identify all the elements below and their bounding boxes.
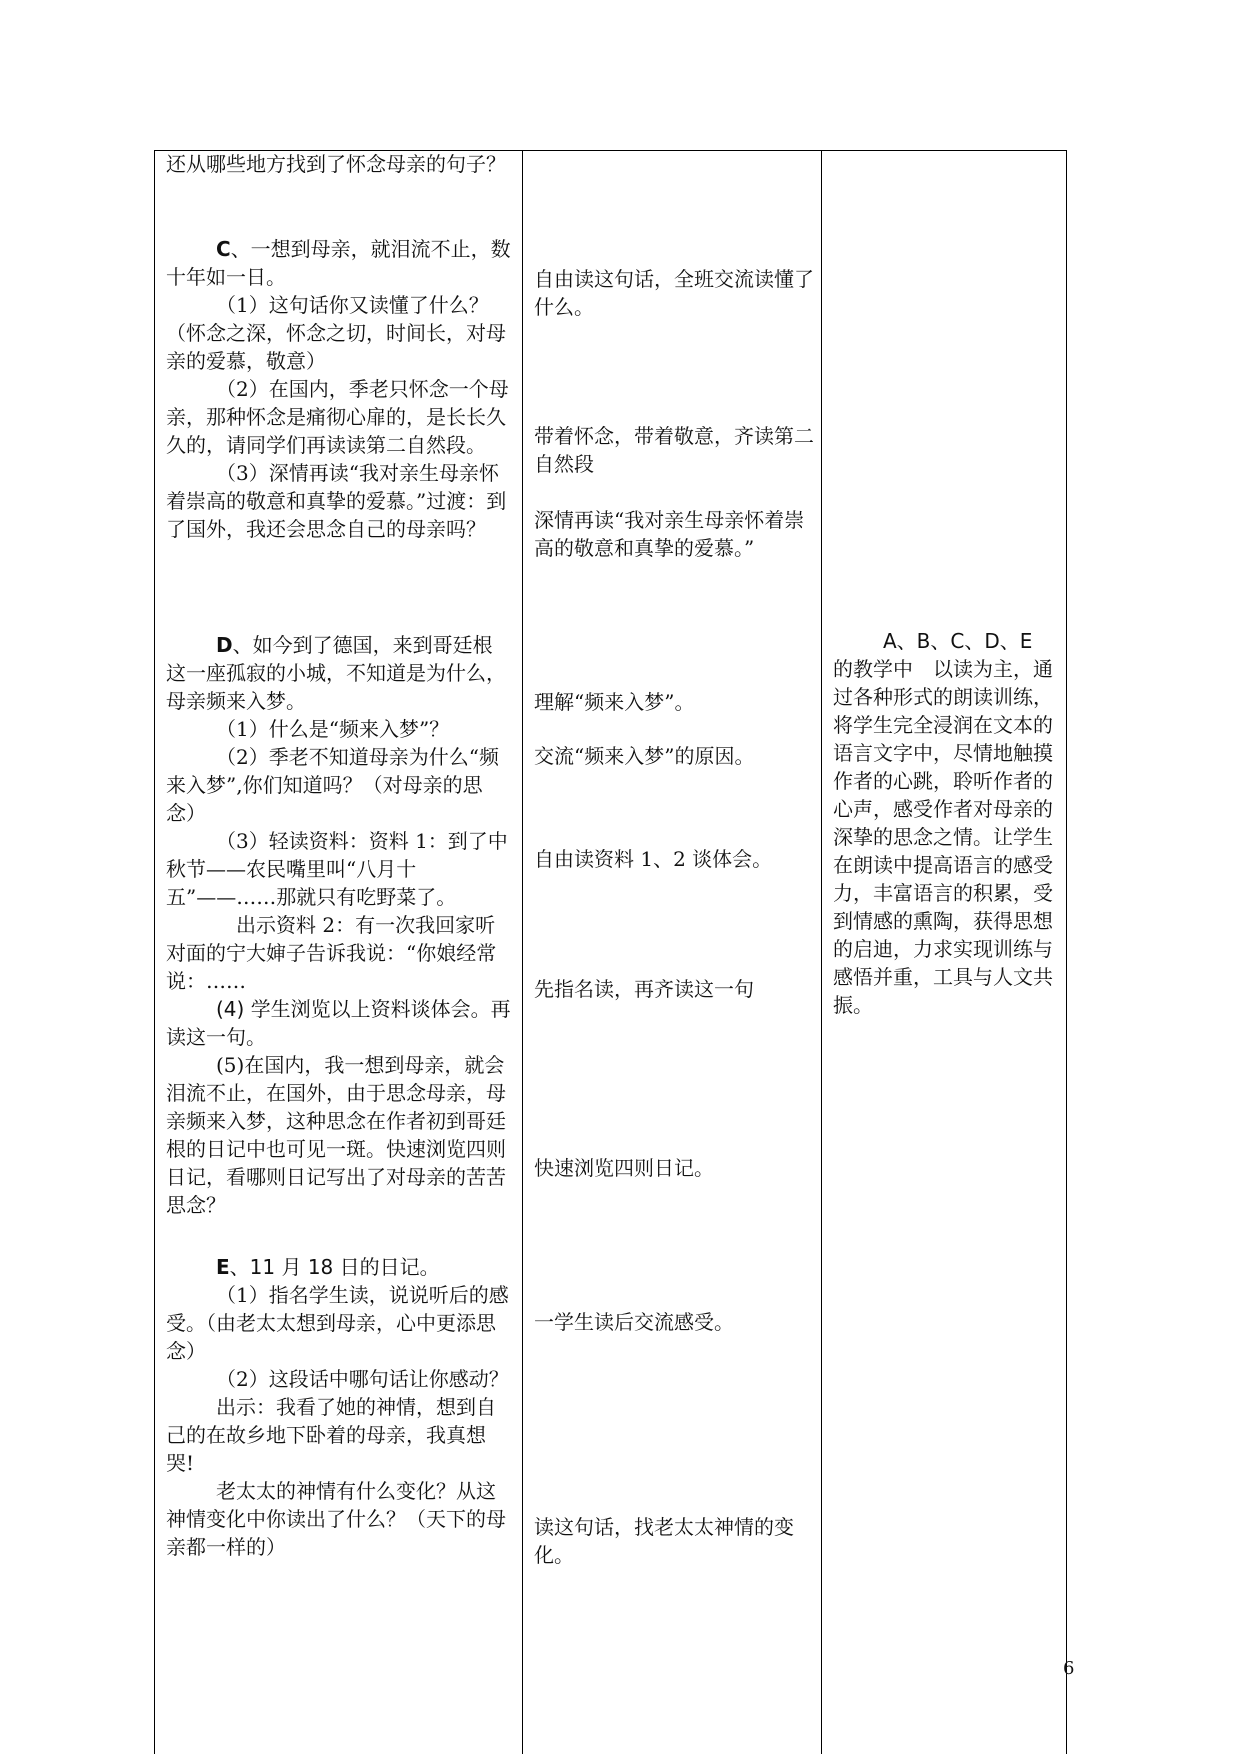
section-d-q1: （1）什么是“频来入梦”？ xyxy=(216,717,450,741)
activity-10: 读这句话，找老太太神情的变化。 xyxy=(534,1515,794,1567)
section-e-q1: （1）指名学生读，说说听后的感受。（由老太太想到母亲，心中更添思念） xyxy=(166,1283,509,1363)
design-note-text: 的教学中 以读为主，通过各种形式的朗读训练，将学生完全浸润在文本的语言文字中，尽情地触摸作者的心跳，聆听作者的心声，感受作者对母亲的深挚的思念之情。让学生在朗读中提高语言的感受力，丰富语言的积累，受到情感的熏陶，获得思想的启迪，力求实现训练与感悟并重，工具与人文共振。 xyxy=(833,657,1053,1017)
section-d-q3: （3）轻读资料：资料 1：到了中秋节——农民嘴里叫“八月十五”——……那就只有吃野菜了。 xyxy=(166,829,508,909)
activity-8: 快速浏览四则日记。 xyxy=(534,1156,714,1180)
section-e: E、11 月 18 日的日记。 （1）指名学生读，说说听后的感受。（由老太太想到母亲，心中更添思念） （2）这段话中哪句话让你感动？ 出示：我看了她的神情，想到自己的在故乡地下卧着的母亲，我真想哭! 老太太的神情有什么变化？从这神情变化中你读出了什么？（天下的母亲都一样的） xyxy=(166,1253,511,1561)
activity-5: 交流“频来入梦”的原因。 xyxy=(534,744,755,768)
page-number: 6 xyxy=(1063,1658,1075,1679)
section-d-q3b: 出示资料 2：有一次我回家听对面的宁大婶子告诉我说：“你娘经常说：…… xyxy=(166,913,497,993)
design-note-heading: A、B、C、D、E xyxy=(883,629,1033,653)
section-c-q3: （3）深情再读“我对亲生母亲怀着崇高的敬意和真挚的爱慕。”过渡：到了国外，我还会思念自己的母亲吗？ xyxy=(166,461,507,541)
section-d-q4: (4) 学生浏览以上资料谈体会。再读这一句。 xyxy=(166,997,511,1049)
table-right-border xyxy=(1066,150,1067,1754)
section-e-show: 出示：我看了她的神情，想到自己的在故乡地下卧着的母亲，我真想哭! xyxy=(166,1395,496,1475)
design-note xyxy=(833,627,1055,1019)
section-e-q2: （2）这段话中哪句话让你感动？ xyxy=(216,1367,509,1391)
activity-9: 一学生读后交流感受。 xyxy=(534,1310,734,1334)
section-c-q2: （2）在国内，季老只怀念一个母亲，那种怀念是痛彻心扉的，是长长久久的，请同学们再读读第二自然段。 xyxy=(166,377,509,457)
activity-1: 自由读这句话，全班交流读懂了什么。 xyxy=(534,267,814,319)
section-c-q1: （1）这句话你又读懂了什么？（怀念之深，怀念之切，时间长，对母亲的爱慕，敬意） xyxy=(166,293,506,373)
section-d-q2: （2）季老不知道母亲为什么“频来入梦”,你们知道吗？（对母亲的思念） xyxy=(166,745,499,825)
section-e-label: E xyxy=(216,1255,230,1279)
activity-4: 理解“频来入梦”。 xyxy=(534,690,695,714)
section-d-label: D xyxy=(216,633,233,657)
activity-6: 自由读资料 1、2 谈体会。 xyxy=(534,847,773,871)
section-e-q3: 老太太的神情有什么变化？从这神情变化中你读出了什么？（天下的母亲都一样的） xyxy=(166,1479,506,1559)
column-divider-1 xyxy=(522,150,523,1754)
table-left-border xyxy=(154,150,155,1754)
intro-question: 还从哪些地方找到了怀念母亲的句子？ xyxy=(166,152,506,176)
activity-3: 深情再读“我对亲生母亲怀着崇高的敬意和真挚的爱慕。” xyxy=(534,508,805,560)
activity-2: 带着怀念，带着敬意，齐读第二自然段 xyxy=(534,424,814,476)
section-d-q5: (5)在国内，我一想到母亲，就会泪流不止，在国外，由于思念母亲，母亲频来入梦，这种思念在作者初到哥廷根的日记中也可见一斑。快速浏览四则日记，看哪则日记写出了对母亲的苦苦思念？ xyxy=(166,1053,506,1217)
section-c: C、一想到母亲，就泪流不止，数十年如一日。 （1）这句话你又读懂了什么？（怀念之深，怀念之切，时间长，对母亲的爱慕，敬意） （2）在国内，季老只怀念一个母亲，那种怀念是痛彻心扉的，是长长久久的，请同学们再读读第二自然段。 （3）深情再读“我对亲生母亲怀着崇高的敬意和真挚的爱慕。”过渡：到了国外，我还会思念自己的母亲吗？ xyxy=(166,237,511,541)
section-d: D、如今到了德国，来到哥廷根这一座孤寂的小城，不知道是为什么，母亲频来入梦。 （1）什么是“频来入梦”？ （2）季老不知道母亲为什么“频来入梦”,你们知道吗？（对母亲的思念） （3）轻读资料：资料 1：到了中秋节——农民嘴里叫“八月十五”——……那就只有吃野菜了。 出示资料 2：有一次我回家听对面的宁大婶子告诉我说：“你娘经常说：…… (4) 学生浏览以上资料谈体会。再读这一句。 (5)在国内，我一想到母亲，就会泪流不止，在国外，由于思念母亲，母亲频来入梦，这种思念在作者初到哥廷根的日记中也可见一斑。快速浏览四则日记，看哪则日记写出了对母亲的苦苦思念？ xyxy=(166,633,511,1217)
column-divider-2 xyxy=(821,150,822,1754)
activity-7: 先指名读，再齐读这一句 xyxy=(534,977,754,1001)
section-c-label: C xyxy=(216,237,231,261)
